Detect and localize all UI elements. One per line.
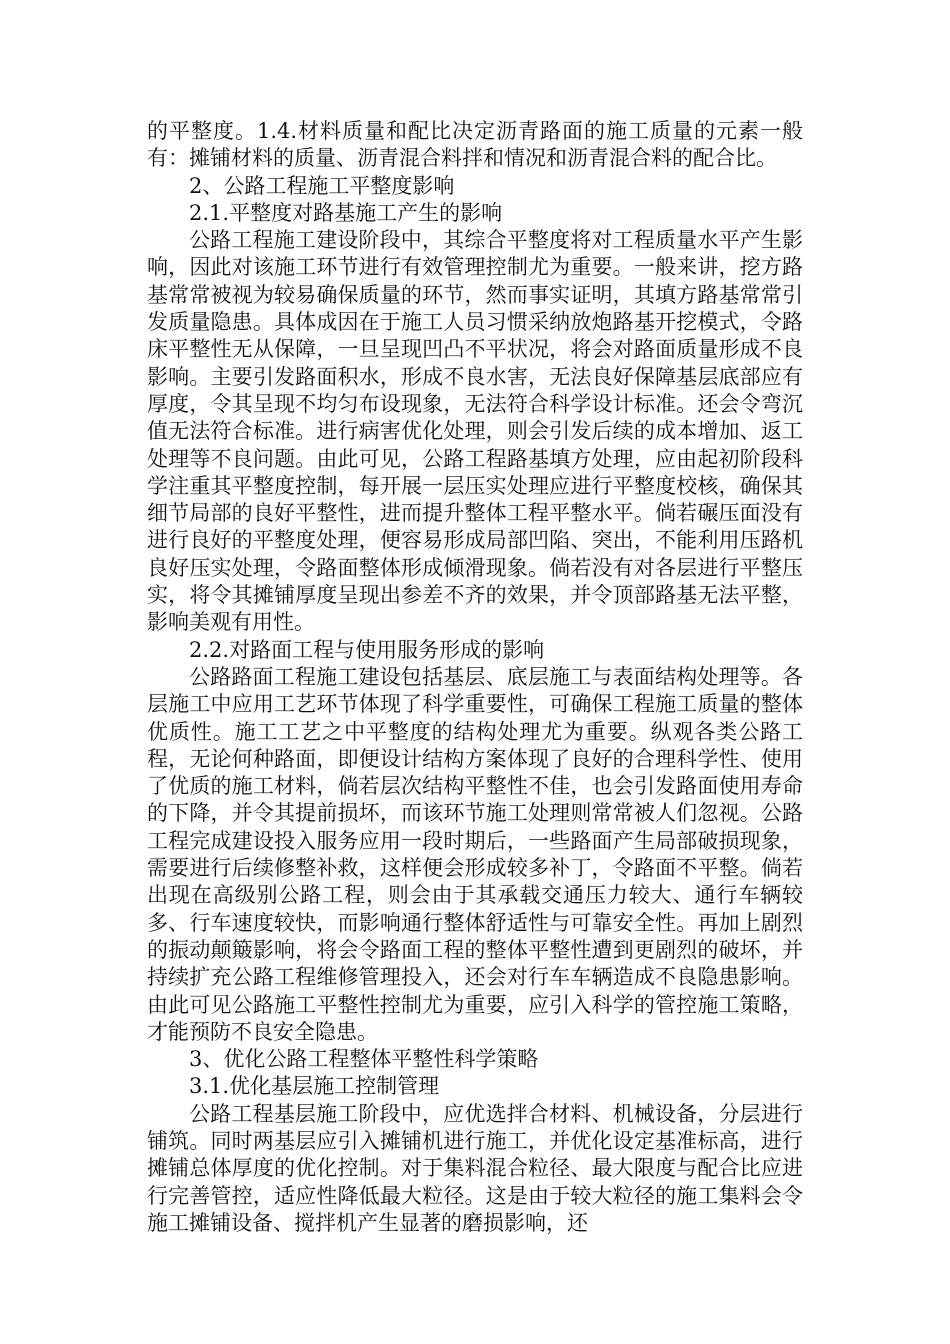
subsection-heading-3-1: 3.1.优化基层施工控制管理 [189, 1074, 440, 1099]
subsection-heading-2-1: 2.1.平整度对路基施工产生的影响 [189, 200, 503, 225]
paragraph-2-1-body: 公路工程施工建设阶段中，其综合平整度将对工程质量水平产生影响，因此对该施工环节进行有效管理控制尤为重要。一般来讲，挖方路基常常被视为较易确保质量的环节，然而事实证明，其填方路基常常引发质量隐患。具体成因在于施工人员习惯采纳放炮路基开挖模式，令路床平整性无从保障，一旦呈现凹凸不平状况，将会对路面质量形成不良影响。主要引发路面积水，形成不良水害，无法良好保障基层底部应有厚度，令其呈现不均匀布设现象，无法符合科学设计标准。还会令弯沉值无法符合标准。进行病害优化处理，则会引发后续的成本增加、返工处理等不良问题。由此可见，公路工程路基填方处理，应由起初阶段科学注重其平整度控制，每开展一层压实处理应进行平整度校核，确保其细节局部的良好平整性，进而提升整体工程平整水平。倘若碾压面没有进行良好的平整度处理，便容易形成局部凹陷、突出，不能利用压路机良好压实处理，令路面整体形成倾滑现象。倘若没有对各层进行平整压实，将令其摊铺厚度呈现出参差不齐的效果，并令顶部路基无法平整，影响美观有用性。 [147, 228, 803, 635]
section-heading-3: 3、优化公路工程整体平整性科学策略 [189, 1047, 539, 1072]
section-heading-2: 2、公路工程施工平整度影响 [189, 173, 455, 198]
paragraph-2-2-body: 公路路面工程施工建设包括基层、底层施工与表面结构处理等。各层施工中应用工艺环节体现了科学重要性，可确保工程施工质量的整体优质性。施工工艺之中平整度的结构处理尤为重要。纵观各类公路工程，无论何种路面，即便设计结构方案体现了良好的合理科学性、使用了优质的施工材料，倘若层次结构平整性不佳，也会引发路面使用寿命的下降，并令其提前损坏，而该环节施工处理则常常被人们忽视。公路工程完成建设投入服务应用一段时期后，一些路面产生局部破损现象，需要进行后续修整补救，这样便会形成较多补丁，令路面不平整。倘若出现在高级别公路工程，则会由于其承载交通压力较大、通行车辆较多、行车速度较快，而影响通行整体舒适性与可靠安全性。再加上剧烈的振动颠簸影响，将会令路面工程的整体平整性遭到更剧烈的破坏，并持续扩充公路工程维修管理投入，还会对行车车辆造成不良隐患影响。由此可见公路施工平整性控制尤为重要，应引入科学的管控施工策略，才能预防不良安全隐患。 [147, 664, 803, 1044]
paragraph-continuation: 的平整度。1.4.材料质量和配比决定沥青路面的施工质量的元素一般有：摊铺材料的质量、沥青混合料拌和情况和沥青混合料的配合比。 [147, 119, 803, 171]
document-page [147, 118, 803, 1237]
subsection-heading-2-2: 2.2.对路面工程与使用服务形成的影响 [189, 637, 545, 662]
paragraph-3-1-body: 公路工程基层施工阶段中，应优选拌合材料、机械设备，分层进行铺筑。同时两基层应引入摊铺机进行施工，并优化设定基准标高，进行摊铺总体厚度的优化控制。对于集料混合粒径、最大限度与配合比应进行完善管控，适应性降低最大粒径。这是由于较大粒径的施工集料会令施工摊铺设备、搅拌机产生显著的磨损影响，还 [147, 1101, 803, 1235]
